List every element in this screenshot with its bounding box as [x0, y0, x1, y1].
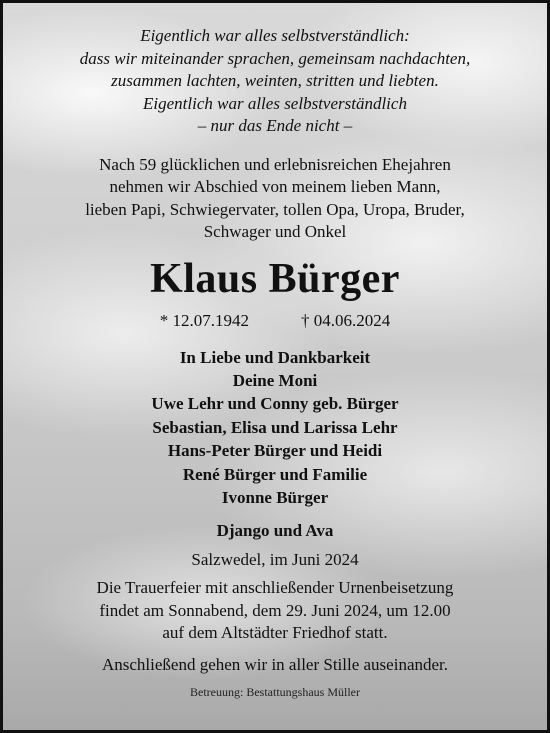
mourner-line: Hans-Peter Bürger und Heidi	[167, 441, 383, 461]
poem-line: – nur das Ende nicht –	[197, 116, 353, 135]
pets-line: Django und Ava	[216, 521, 334, 541]
intro-line: Nach 59 glücklichen und erlebnisreichen Ehejahren	[99, 154, 451, 174]
intro-line: Schwager und Onkel	[203, 222, 347, 241]
mourner-line: Sebastian, Elisa und Larissa Lehr	[152, 417, 398, 437]
intro-text	[3, 154, 547, 244]
service-line: auf dem Altstädter Friedhof statt.	[162, 623, 388, 643]
place-date: Salzwedel, im Juni 2024	[191, 550, 359, 570]
poem-line: dass wir miteinander sprachen, gemeinsam nachdachten,	[79, 48, 471, 68]
life-dates	[3, 310, 547, 332]
mourners-list	[3, 346, 547, 510]
intro-line: nehmen wir Abschied von meinem lieben Mann,	[109, 177, 441, 196]
mourner-line: René Bürger und Familie	[182, 464, 368, 484]
mourner-line: In Liebe und Dankbarkeit	[179, 347, 371, 367]
intro-line: lieben Papi, Schwiegervater, tollen Opa, Uropa, Bruder,	[85, 199, 465, 219]
mourner-line: Uwe Lehr und Conny geb. Bürger	[151, 394, 399, 414]
birth-date: * 12.07.1942	[159, 310, 249, 330]
closing-line: Anschließend gehen wir in aller Stille auseinander.	[101, 654, 449, 674]
obituary-content	[3, 3, 547, 700]
service-line: findet am Sonnabend, dem 29. Juni 2024, um 12.00	[99, 600, 451, 620]
poem	[3, 25, 547, 138]
funeral-home-credit: Betreuung: Bestattungshaus Müller	[190, 684, 360, 699]
deceased-name: Klaus Bürger	[150, 255, 400, 302]
service-line: Die Trauerfeier mit anschließender Urnenbeisetzung	[96, 578, 454, 598]
service-info	[3, 577, 547, 645]
mourner-line: Ivonne Bürger	[221, 487, 329, 507]
poem-line: Eigentlich war alles selbstverständlich	[143, 93, 407, 113]
mourner-line: Deine Moni	[232, 370, 318, 390]
poem-line: zusammen lachten, weinten, stritten und liebten.	[111, 71, 439, 90]
death-date: † 04.06.2024	[301, 310, 391, 330]
poem-line: Eigentlich war alles selbstverständlich:	[140, 26, 410, 45]
